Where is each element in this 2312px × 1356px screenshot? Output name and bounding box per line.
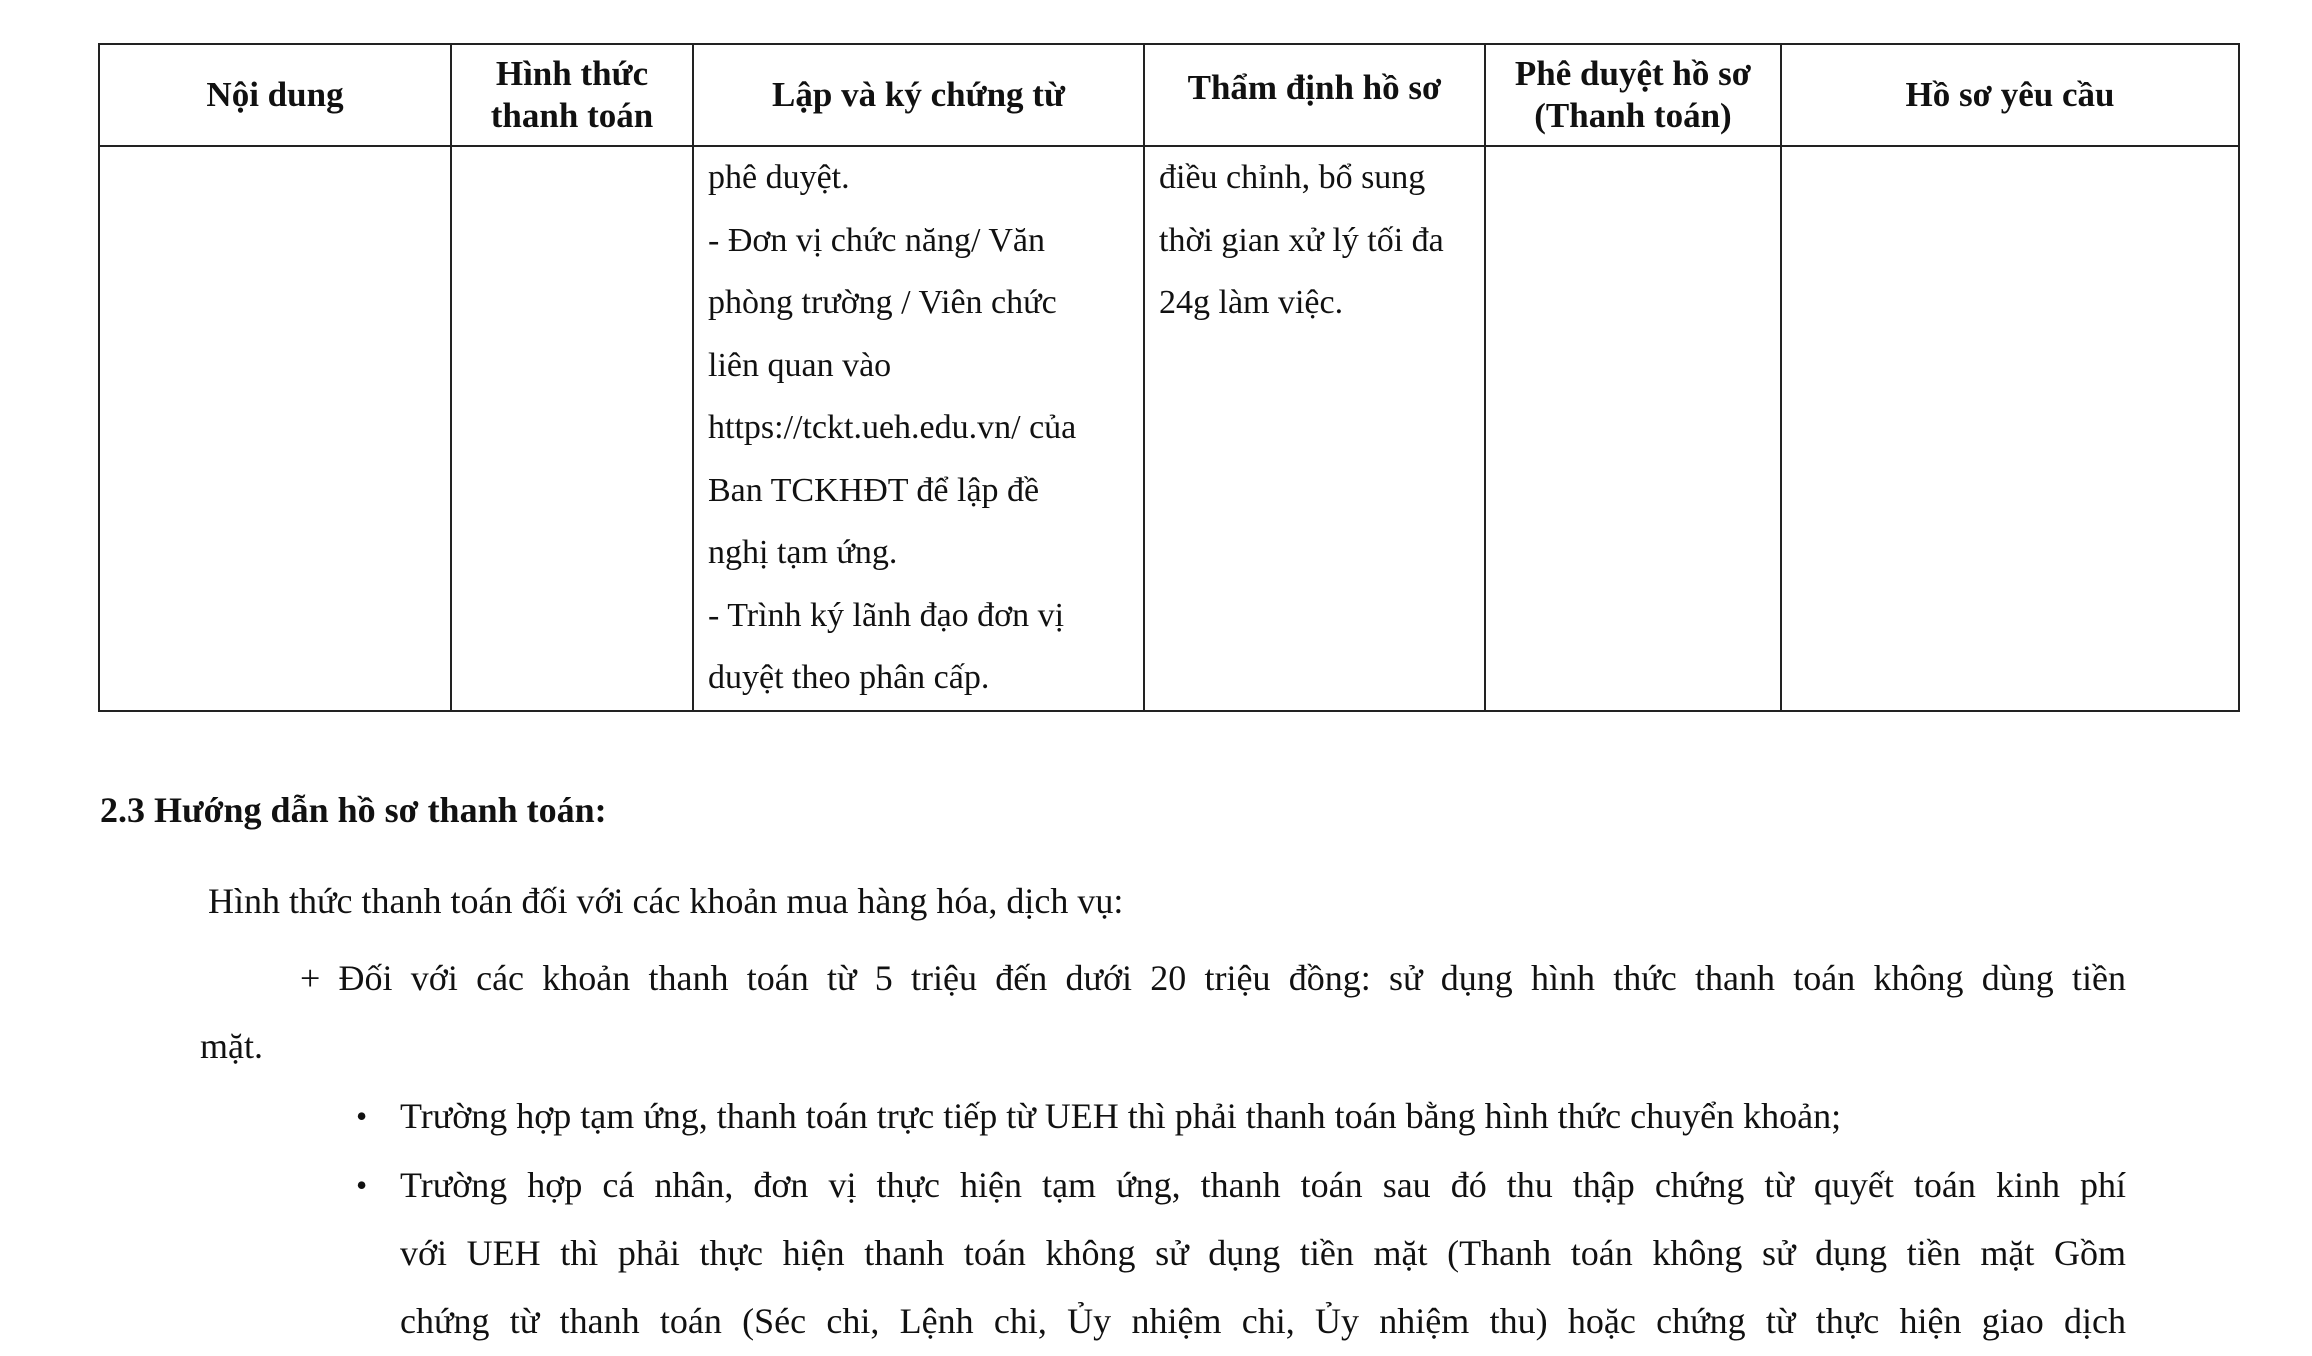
cell-text-line: liên quan vào [708,346,892,384]
cell-text-line: 24g làm việc. [1159,284,1344,321]
list-item-line: Trường hợp cá nhân, đơn vị thực hiện tạm ứng, thanh toán sau đó thu thập chứng từ quyết toán kinh phí [400,1165,2126,1205]
header-noi-dung: Nội dung [99,44,451,146]
bullet-icon: • [356,1098,368,1134]
cell-text-line: phòng trường / Viên chức [708,284,1057,321]
cell-tham-dinh-ho-so [1144,146,1485,711]
header-line: Phê duyệt hồ sơ [1514,54,1752,93]
list-item [356,1082,2126,1150]
list-item [356,1151,2126,1355]
cell-text-line: Ban TCKHĐT để lập đề [708,471,1040,509]
header-phe-duyet-ho-so [1485,44,1781,146]
cell-noi-dung [99,146,451,711]
table-row [99,146,2239,711]
paragraph-line: mặt. [200,1026,263,1066]
cell-text-line: https://tckt.ueh.edu.vn/ của [708,409,1077,446]
payment-rule-paragraph [200,944,2126,1080]
header-lap-va-ky-chung-tu: Lập và ký chứng từ [693,44,1144,146]
list-item-line: Trường hợp tạm ứng, thanh toán trực tiếp từ UEH thì phải thanh toán bằng hình thức chuyển khoản; [400,1096,1842,1136]
cell-text-line: nghị tạm ứng. [708,534,898,571]
cell-text-line: phê duyệt. [708,159,850,196]
header-hinh-thuc-thanh-toan [451,44,693,146]
cell-text-line: thời gian xử lý tối đa [1159,221,1444,259]
cell-text-line: - Đơn vị chức năng/ Văn [708,221,1045,259]
bullet-list [356,1082,2126,1356]
cell-text-line: duyệt theo phân cấp. [708,659,990,696]
header-line: (Thanh toán) [1534,96,1732,135]
header-line: thanh toán [490,96,654,135]
cell-text-line: điều chỉnh, bổ sung [1159,159,1426,196]
bullet-icon: • [356,1167,368,1203]
section-heading: 2.3 Hướng dẫn hồ sơ thanh toán: [100,790,607,830]
header-line: Hình thức [495,54,649,93]
section-intro: Hình thức thanh toán đối với các khoản mua hàng hóa, dịch vụ: [208,881,1124,921]
cell-ho-so-yeu-cau [1781,146,2239,711]
list-item-line: chứng từ thanh toán (Séc chi, Lệnh chi, Ủy nhiệm chi, Ủy nhiệm thu) hoặc chứng từ thực hiện giao dịch [400,1301,2126,1341]
cell-text-line: - Trình ký lãnh đạo đơn vị [708,596,1065,634]
table-header-row [99,44,2239,146]
cell-lap-ky-chung-tu [693,146,1144,711]
cell-hinh-thuc [451,146,693,711]
list-item-line: với UEH thì phải thực hiện thanh toán không sử dụng tiền mặt (Thanh toán không sử dụng tiền mặt Gồm [400,1233,2126,1273]
payment-procedure-table [98,43,2240,712]
cell-phe-duyet [1485,146,1781,711]
header-ho-so-yeu-cau: Hồ sơ yêu cầu [1781,44,2239,146]
paragraph-line: + Đối với các khoản thanh toán từ 5 triệu đến dưới 20 triệu đồng: sử dụng hình thức thanh toán không dùng tiền [300,958,2126,998]
header-tham-dinh-ho-so: Thẩm định hồ sơ [1144,44,1485,146]
